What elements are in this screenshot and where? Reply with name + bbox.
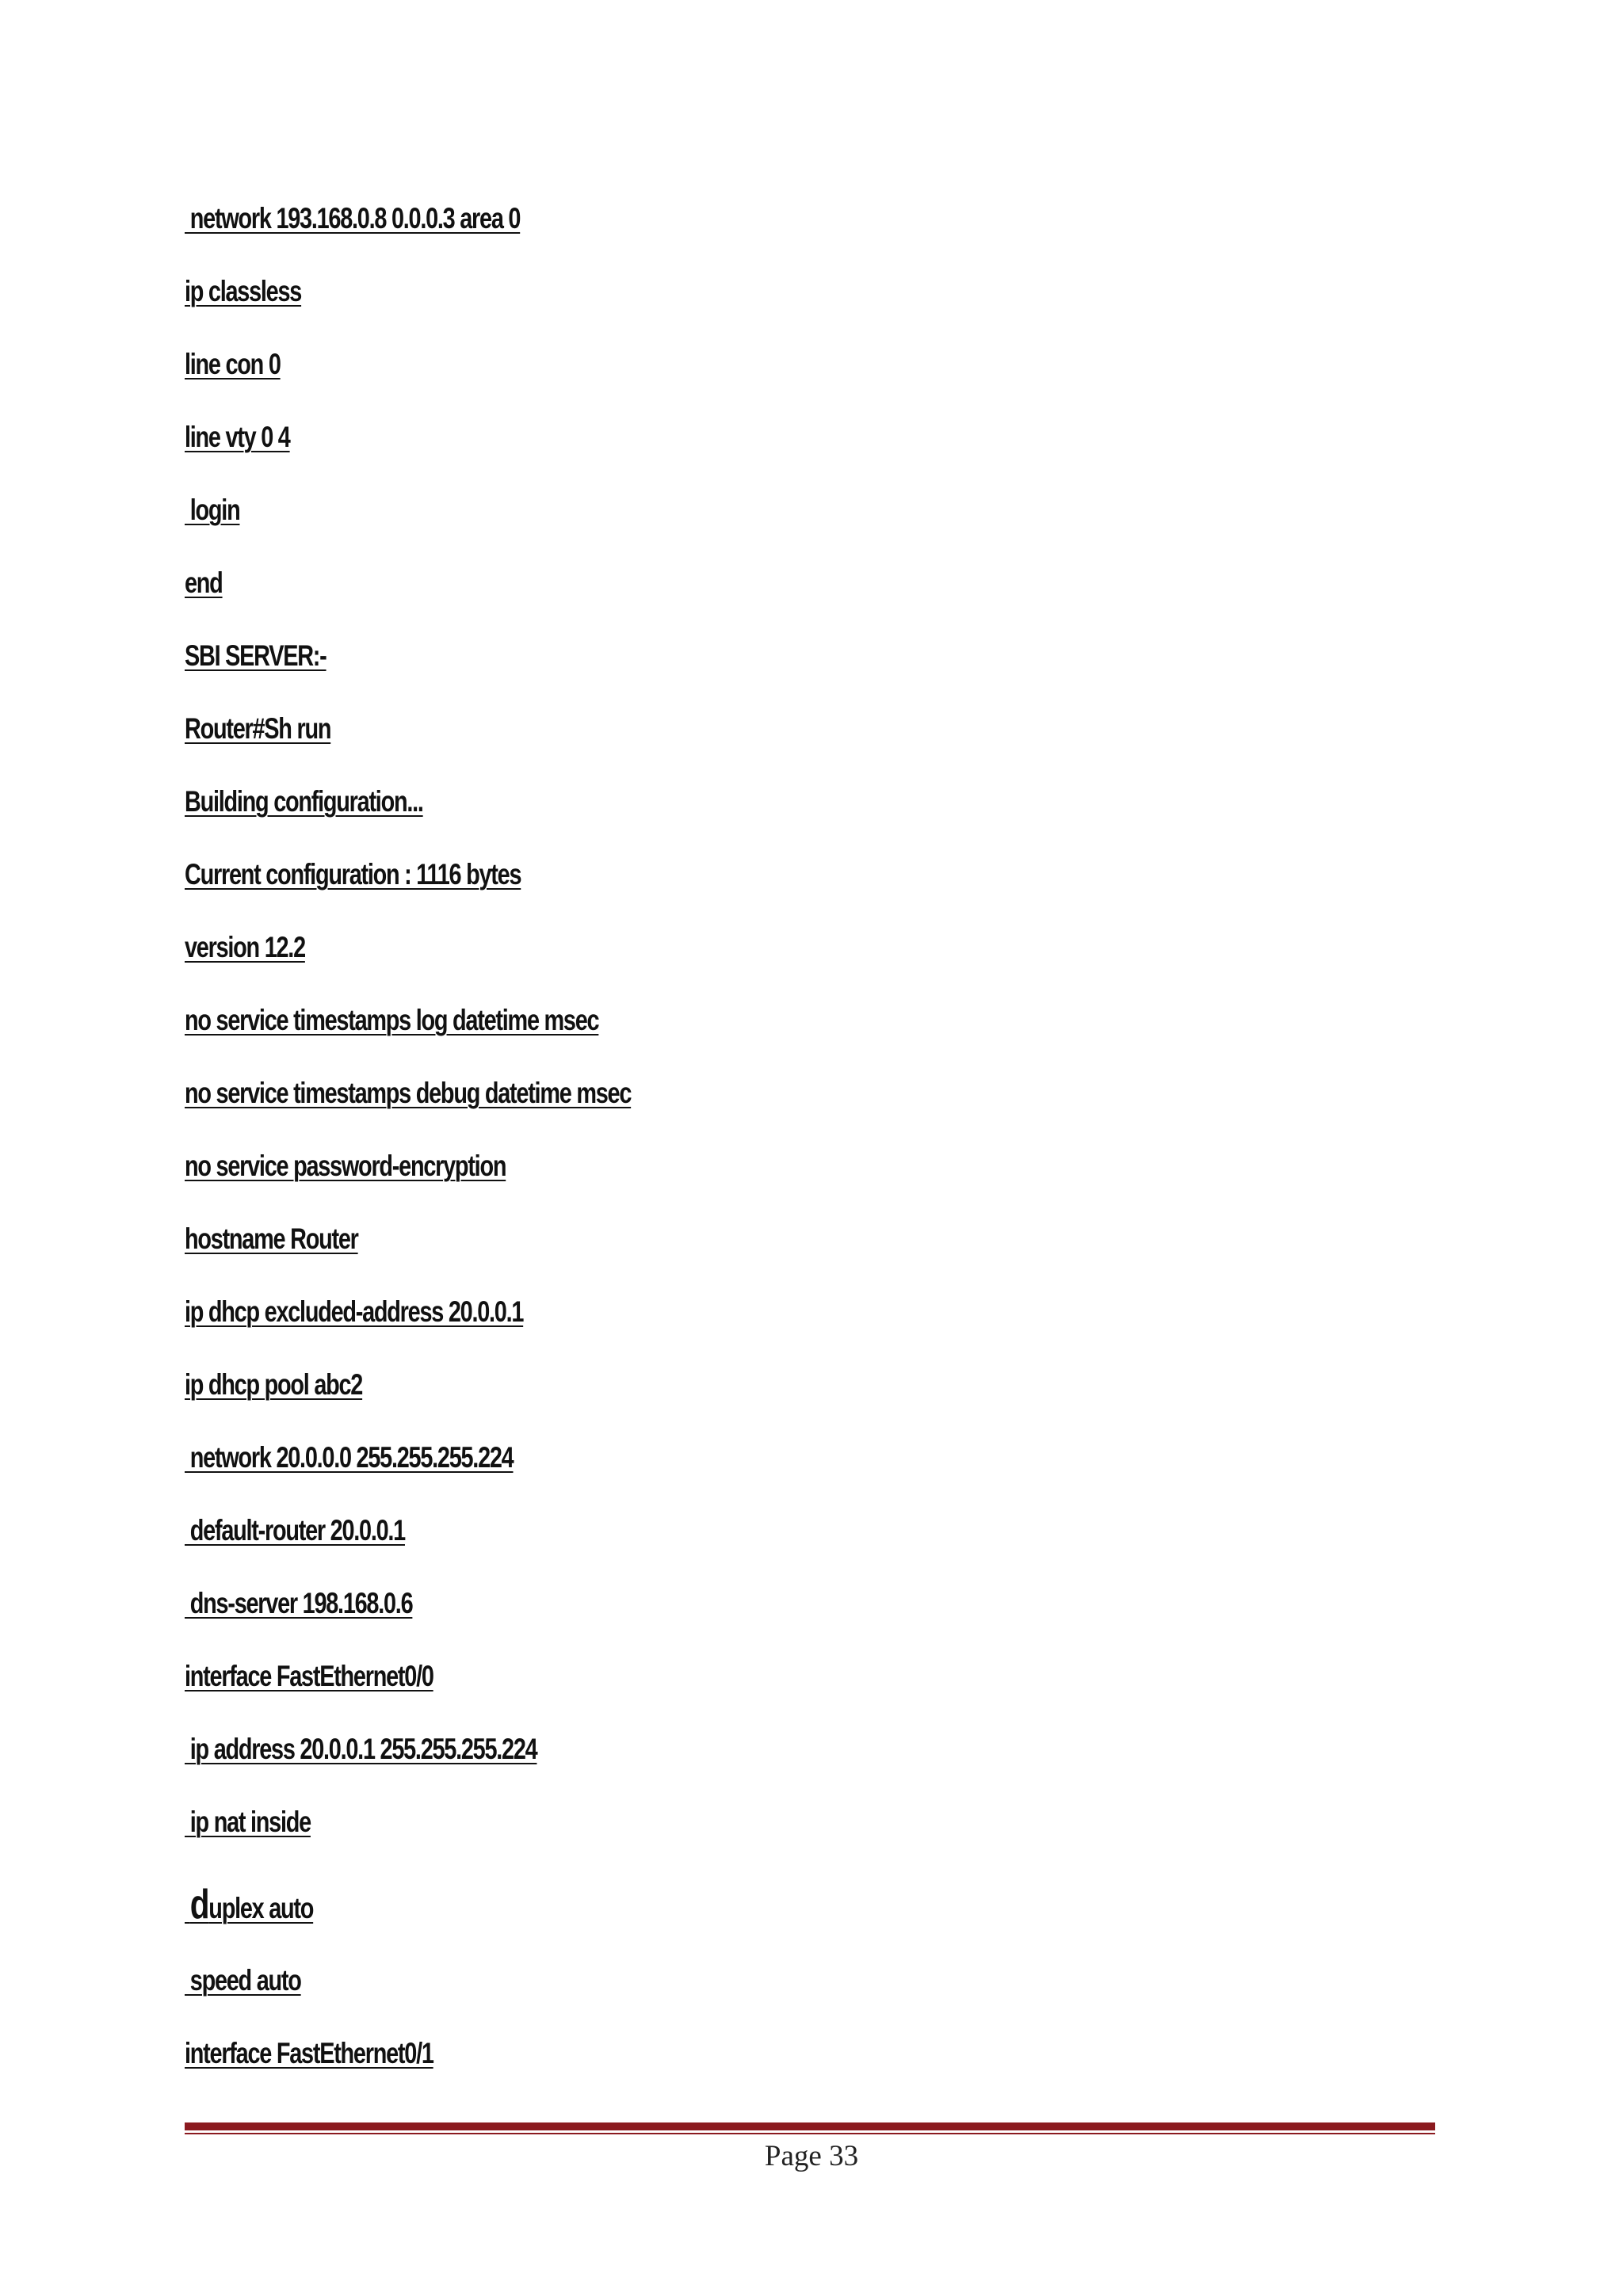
config-line: ip address 20.0.0.1 255.255.255.224 xyxy=(185,1733,537,1765)
config-line: no service timestamps log datetime msec xyxy=(185,1004,599,1036)
config-line: line con 0 xyxy=(185,348,281,380)
config-listing xyxy=(185,198,757,2106)
config-line: version 12.2 xyxy=(185,931,305,963)
config-line: ip nat inside xyxy=(185,1806,311,1838)
config-line: hostname Router xyxy=(185,1222,358,1255)
page-number: Page 33 xyxy=(764,2140,859,2172)
config-line: network 193.168.0.8 0.0.0.3 area 0 xyxy=(185,202,521,235)
duplex-initial: d xyxy=(189,1882,209,1928)
config-line: Current configuration : 1116 bytes xyxy=(185,858,521,891)
config-line: no service timestamps debug datetime msec xyxy=(185,1077,632,1109)
config-line: Building configuration... xyxy=(185,785,423,818)
config-line: ip dhcp pool abc2 xyxy=(185,1368,363,1401)
config-line: login xyxy=(185,494,240,526)
config-line: speed auto xyxy=(185,1964,301,1997)
config-line: no service password-encryption xyxy=(185,1150,506,1182)
config-line: default-router 20.0.0.1 xyxy=(185,1514,405,1547)
footer-rule xyxy=(185,2122,1435,2134)
config-line: interface FastEthernet0/0 xyxy=(185,1660,433,1692)
footer-rule-thin xyxy=(185,2133,1435,2134)
config-line: ip dhcp excluded-address 20.0.0.1 xyxy=(185,1295,524,1328)
config-line: interface FastEthernet0/1 xyxy=(185,2037,433,2069)
duplex-rest: uplex auto xyxy=(208,1892,314,1924)
section-heading: SBI SERVER:- xyxy=(185,639,327,672)
config-line: network 20.0.0.0 255.255.255.224 xyxy=(185,1441,514,1474)
config-line: Router#Sh run xyxy=(185,712,331,745)
footer-rule-thick xyxy=(185,2122,1435,2130)
config-line: line vty 0 4 xyxy=(185,421,290,453)
config-line: ip classless xyxy=(185,275,302,307)
config-line-duplex xyxy=(185,1875,631,1960)
config-line: dns-server 198.168.0.6 xyxy=(185,1587,413,1619)
duplex-prefix xyxy=(185,1892,190,1924)
config-line: end xyxy=(185,566,223,599)
